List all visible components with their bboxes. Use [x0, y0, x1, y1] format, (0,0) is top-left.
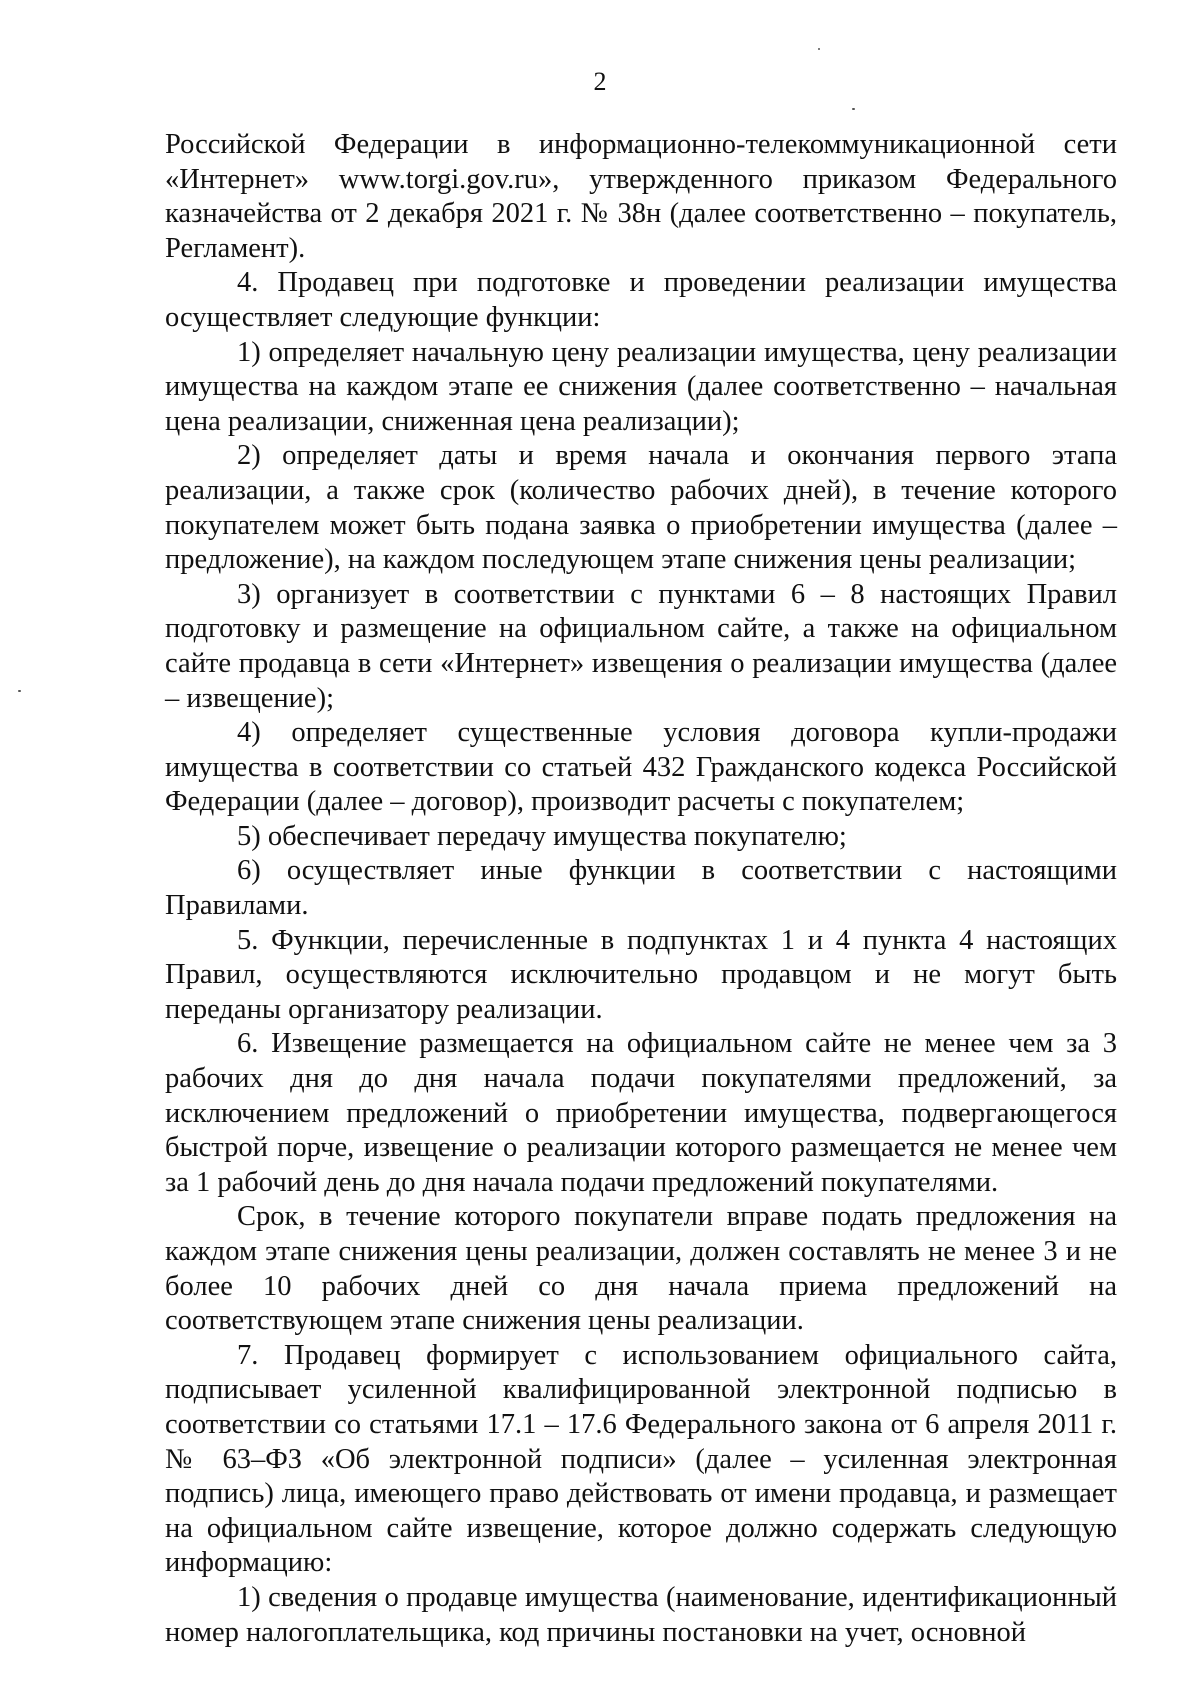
- paragraph: 5. Функции, перечисленные в подпунктах 1 и 4 пункта 4 настоящих Правил, осуществляются исключительно продавцом и не могут быть переданы организатору реализации.: [165, 924, 1117, 1025]
- scan-speck: [852, 108, 855, 110]
- document-body: [165, 128, 1117, 1650]
- paragraph: 1) определяет начальную цену реализации имущества, цену реализации имущества на каждом этапе ее снижения (далее соответственно – начальная цена реализации, сниженная цена реализации);: [165, 336, 1117, 437]
- paragraph: 2) определяет даты и время начала и окончания первого этапа реализации, а также срок (количество рабочих дней), в течение которого покупателем может быть подана заявка о приобретении имущества (далее – предложение), на каждом последующем этапе снижения цены реализации;: [165, 440, 1117, 576]
- paragraph: 6. Извещение размещается на официальном сайте не менее чем за 3 рабочих дня до дня начала подачи покупателями предложений, за исключением предложений о приобретении имущества, подвергающегося быстрой порче, извещение о реализации которого размещается не менее чем за 1 рабочий день до дня начала подачи предложений покупателями.: [165, 1028, 1117, 1198]
- paragraph: 7. Продавец формирует с использованием официального сайта, подписывает усиленной квалифицированной электронной подписью в соответствии со статьями 17.1 – 17.6 Федерального закона от 6 апреля 2011 г. № 63–ФЗ «Об электронной подписи» (далее – усиленная электронная подпись) лица, имеющего право действовать от имени продавца, и размещает на официальном сайте извещение, которое должно содержать следующую информацию:: [165, 1339, 1117, 1579]
- paragraph: Российской Федерации в информационно-телекоммуникационной сети «Интернет» www.torgi.gov.ru», утвержденного приказом Федерального казначейства от 2 декабря 2021 г. № 38н (далее соответственно – покупатель, Регламент).: [165, 129, 1117, 264]
- paragraph: 4. Продавец при подготовке и проведении реализации имущества осуществляет следующие функции:: [165, 267, 1117, 333]
- page-number: 2: [593, 67, 607, 96]
- paragraph: 1) сведения о продавце имущества (наименование, идентификационный номер налогоплательщика, код причины постановки на учет, основной: [165, 1581, 1117, 1648]
- paragraph: 4) определяет существенные условия договора купли-продажи имущества в соответствии со статьей 432 Гражданского кодекса Российской Федерации (далее – договор), производит расчеты с покупателем;: [165, 717, 1117, 818]
- paragraph: 3) организует в соответствии с пунктами 6 – 8 настоящих Правил подготовку и размещение на официальном сайте, а также на официальном сайте продавца в сети «Интернет» извещения о реализации имущества (далее – извещение);: [165, 578, 1117, 714]
- scan-speck: [818, 48, 820, 50]
- paragraph: 6) осуществляет иные функции в соответствии с настоящими Правилами.: [165, 855, 1117, 922]
- paragraph: 5) обеспечивает передачу имущества покупателю;: [237, 820, 847, 852]
- scan-speck: [18, 690, 21, 692]
- paragraph: Срок, в течение которого покупатели вправе подать предложения на каждом этапе снижения цены реализации, должен составлять не менее 3 и не более 10 рабочих дней со дня начала приема предложений на соответствующем этапе снижения цены реализации.: [165, 1201, 1117, 1337]
